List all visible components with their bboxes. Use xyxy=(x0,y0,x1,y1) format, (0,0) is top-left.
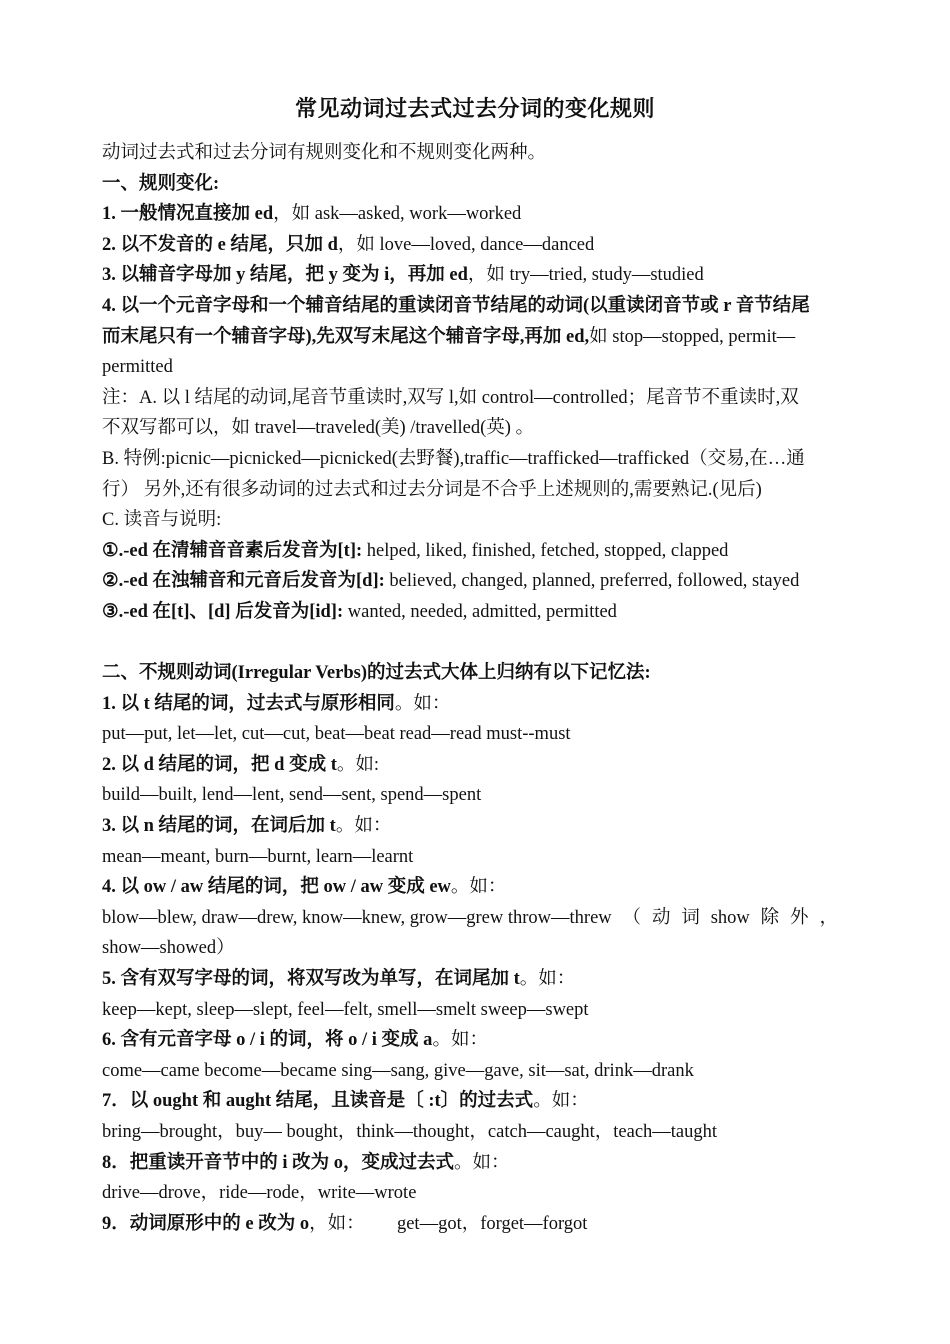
irregular-examples-8: drive—drove，ride—rode，write—wrote xyxy=(102,1183,417,1204)
regular-rule-3 xyxy=(102,260,838,291)
example-segment: （ xyxy=(622,907,642,928)
rule-text: ②.-ed 在浊辅音和元音后发音为[d]: xyxy=(102,571,385,592)
rule-suffix: 。如： xyxy=(335,816,392,837)
regular-rule-4-line-3: permitted xyxy=(102,357,173,378)
document-body xyxy=(102,138,838,1239)
rule-text: 3. 以 n 结尾的词，在词后加 t xyxy=(102,816,336,837)
pronunciation-rule-3 xyxy=(102,597,838,628)
irregular-examples-3: mean—meant, burn—burnt, learn—learnt xyxy=(102,846,414,867)
example-segment: 外 xyxy=(790,907,809,928)
irregular-examples-2: build—built, lend—lent, send—sent, spend—spent xyxy=(102,785,482,806)
rule-words: wanted, needed, admitted, permitted xyxy=(343,601,617,622)
page-title: 常见动词过去式过去分词的变化规则 xyxy=(294,96,655,121)
rule-example: ，如 ask—asked, work—worked xyxy=(273,204,522,225)
rule-suffix: 。如： xyxy=(394,693,451,714)
regular-rule-4-line-1: 4. 以一个元音字母和一个辅音结尾的重读闭音节结尾的动词(以重读闭音节或 r 音节结尾 xyxy=(102,295,810,316)
rule-text: 3. 以辅音字母加 y 结尾，把 y 变为 i，再加 ed xyxy=(102,265,468,286)
rule-suffix: 。如： xyxy=(519,969,576,990)
regular-rule-2 xyxy=(102,230,838,261)
irregular-rule-1 xyxy=(102,689,838,720)
rule-words: helped, liked, finished, fetched, stopped, clapped xyxy=(362,540,729,561)
rule-text: 1. 以 t 结尾的词，过去式与原形相同 xyxy=(102,693,395,714)
rule-text: ③.-ed 在[t]、[d] 后发音为[id]: xyxy=(102,601,344,622)
example-segment: show xyxy=(710,907,750,928)
rule-text: 4. 以 ow / aw 结尾的词，把 ow / aw 变成 ew xyxy=(102,877,451,898)
rule-text: 而末尾只有一个辅音字母),先双写末尾这个辅音字母,再加 ed, xyxy=(102,326,590,347)
rule-suffix: 。如： xyxy=(450,877,507,898)
intro-paragraph: 动词过去式和过去分词有规则变化和不规则变化两种。 xyxy=(102,143,547,163)
irregular-examples-4-line-2: show—showed） xyxy=(102,938,235,959)
irregular-rule-4 xyxy=(102,872,838,903)
irregular-rule-7 xyxy=(102,1086,838,1117)
rule-text: 1. 一般情况直接加 ed xyxy=(102,204,274,225)
rule-words: believed, changed, planned, preferred, followed, stayed xyxy=(384,571,800,592)
note-a-line-1: 注：A. 以 l 结尾的动词,尾音节重读时,双写 l,如 control—controlled；尾音节不重读时,双 xyxy=(102,387,799,408)
example-segment: 词 xyxy=(681,907,700,928)
irregular-rule-9 xyxy=(102,1209,838,1240)
regular-rule-1 xyxy=(102,199,838,230)
example-segment: blow—blew, draw—drew, know—knew, grow—grew throw—threw xyxy=(102,907,612,928)
rule-text: 7．以 ought 和 aught 结尾，且读音是〔 :t〕的过去式 xyxy=(102,1091,534,1112)
example-segment: ， xyxy=(819,907,838,928)
section-heading-regular: 一、规则变化: xyxy=(102,173,220,194)
section-heading-irregular: 二、不规则动词(Irregular Verbs)的过去式大体上归纳有以下记忆法: xyxy=(102,663,651,684)
pronunciation-rule-2 xyxy=(102,566,838,597)
irregular-examples-1: put—put, let—let, cut—cut, beat—beat read—read must--must xyxy=(102,724,571,745)
note-c: C. 读音与说明: xyxy=(102,510,222,531)
rule-example: ，如 try—tried, study—studied xyxy=(467,265,704,286)
rule-text: 2. 以不发音的 e 结尾，只加 d xyxy=(102,234,338,255)
note-b-line-2: 行） 另外,还有很多动词的过去式和过去分词是不合乎上述规则的,需要熟记.(见后) xyxy=(102,479,762,500)
irregular-examples-4-line-1 xyxy=(102,903,838,934)
rule-suffix: 。如: xyxy=(336,754,380,775)
blank-line xyxy=(102,628,838,659)
irregular-rule-6 xyxy=(102,1025,838,1056)
regular-rule-4-line-2 xyxy=(102,322,838,353)
rule-text: 9．动词原形中的 e 改为 o xyxy=(102,1213,310,1234)
irregular-examples-7: bring—brought，buy— bought，think—thought，catch—caught，teach—taught xyxy=(102,1122,718,1142)
rule-text: 6. 含有元音字母 o / i 的词，将 o / i 变成 a xyxy=(102,1030,433,1051)
irregular-rule-8 xyxy=(102,1148,838,1179)
irregular-examples-5: keep—kept, sleep—slept, feel—felt, smell—smelt sweep—swept xyxy=(102,999,589,1020)
note-a-line-2: 不双写都可以，如 travel—traveled(美) /travelled(英) 。 xyxy=(102,418,535,439)
example-segment: 动 xyxy=(651,907,671,928)
example-segment: 除 xyxy=(760,907,780,928)
irregular-rule-2 xyxy=(102,750,838,781)
rule-example: ，如 love—loved, dance—danced xyxy=(337,234,595,255)
rule-text: 8．把重读开音节中的 i 改为 o，变成过去式 xyxy=(102,1152,455,1173)
rule-suffix: 。如： xyxy=(533,1091,589,1112)
rule-suffix: ，如： get—got，forget—forgot xyxy=(309,1213,588,1234)
note-b-line-1: B. 特例:picnic—picnicked—picnicked(去野餐),traffic—trafficked—trafficked（交易,在…通 xyxy=(102,448,805,469)
rule-text: 5. 含有双写字母的词，将双写改为单写，在词尾加 t xyxy=(102,969,520,990)
rule-text: 2. 以 d 结尾的词，把 d 变成 t xyxy=(102,754,337,775)
irregular-rule-3 xyxy=(102,811,838,842)
irregular-rule-5 xyxy=(102,964,838,995)
rule-suffix: 。如： xyxy=(454,1152,510,1173)
rule-suffix: 。如： xyxy=(432,1030,488,1051)
rule-text: ①.-ed 在清辅音音素后发音为[t]: xyxy=(102,540,363,561)
pronunciation-rule-1 xyxy=(102,536,838,567)
rule-example: 如 stop—stopped, permit— xyxy=(589,326,796,347)
irregular-examples-6: come—came become—became sing—sang, give—gave, sit—sat, drink—drank xyxy=(102,1060,694,1081)
